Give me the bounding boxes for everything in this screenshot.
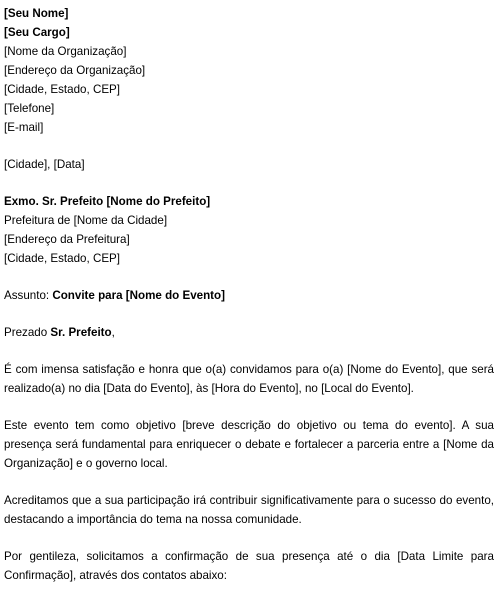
recipient-block [4, 192, 494, 268]
sender-name: [Seu Nome] [4, 7, 69, 20]
sender-city-state-zip: [Cidade, Estado, CEP] [4, 83, 120, 96]
spacer [4, 473, 494, 491]
spacer [4, 305, 494, 323]
spacer [4, 529, 494, 547]
salutation-suffix: , [111, 326, 115, 339]
spacer [4, 137, 494, 155]
spacer [4, 174, 494, 192]
sender-email: [E-mail] [4, 121, 44, 134]
subject-line [4, 286, 494, 305]
spacer [4, 268, 494, 286]
sender-title: [Seu Cargo] [4, 26, 70, 39]
paragraph-objective: Este evento tem como objetivo [breve descrição do objetivo ou tema do evento]. A sua presença será fundamental para enriquecer o debate e fortalecer a parceria entre a [Nome da Organização] e o governo local. [4, 419, 494, 470]
recipient-city-state-zip: [Cidade, Estado, CEP] [4, 252, 120, 265]
subject-label: Assunto: [4, 289, 53, 302]
recipient-name: Exmo. Sr. Prefeito [Nome do Prefeito] [4, 195, 211, 208]
letter-document [4, 4, 494, 585]
sender-address: [Endereço da Organização] [4, 64, 146, 77]
salutation [4, 323, 494, 342]
paragraph-confirmation: Por gentileza, solicitamos a confirmação de sua presença até o dia [Data Limite para Confirmação], através dos contatos abaixo: [4, 550, 494, 582]
salutation-prefix: Prezado [4, 326, 51, 339]
sender-block [4, 4, 494, 137]
spacer [4, 342, 494, 360]
date-line: [Cidade], [Data] [4, 158, 85, 171]
salutation-name: Sr. Prefeito [50, 326, 112, 339]
paragraph-contribution: Acreditamos que a sua participação irá contribuir significativamente para o sucesso do evento, destacando a importância do tema na nossa comunidade. [4, 494, 494, 526]
spacer [4, 398, 494, 416]
sender-phone: [Telefone] [4, 102, 55, 115]
sender-organization: [Nome da Organização] [4, 45, 127, 58]
subject-text: Convite para [Nome do Evento] [52, 289, 225, 302]
recipient-office: Prefeitura de [Nome da Cidade] [4, 214, 168, 227]
recipient-address: [Endereço da Prefeitura] [4, 233, 130, 246]
paragraph-invitation: É com imensa satisfação e honra que o(a) convidamos para o(a) [Nome do Evento], que será realizado(a) no dia [Data do Evento], às [Hora do Evento], no [Local do Evento]. [4, 363, 494, 395]
